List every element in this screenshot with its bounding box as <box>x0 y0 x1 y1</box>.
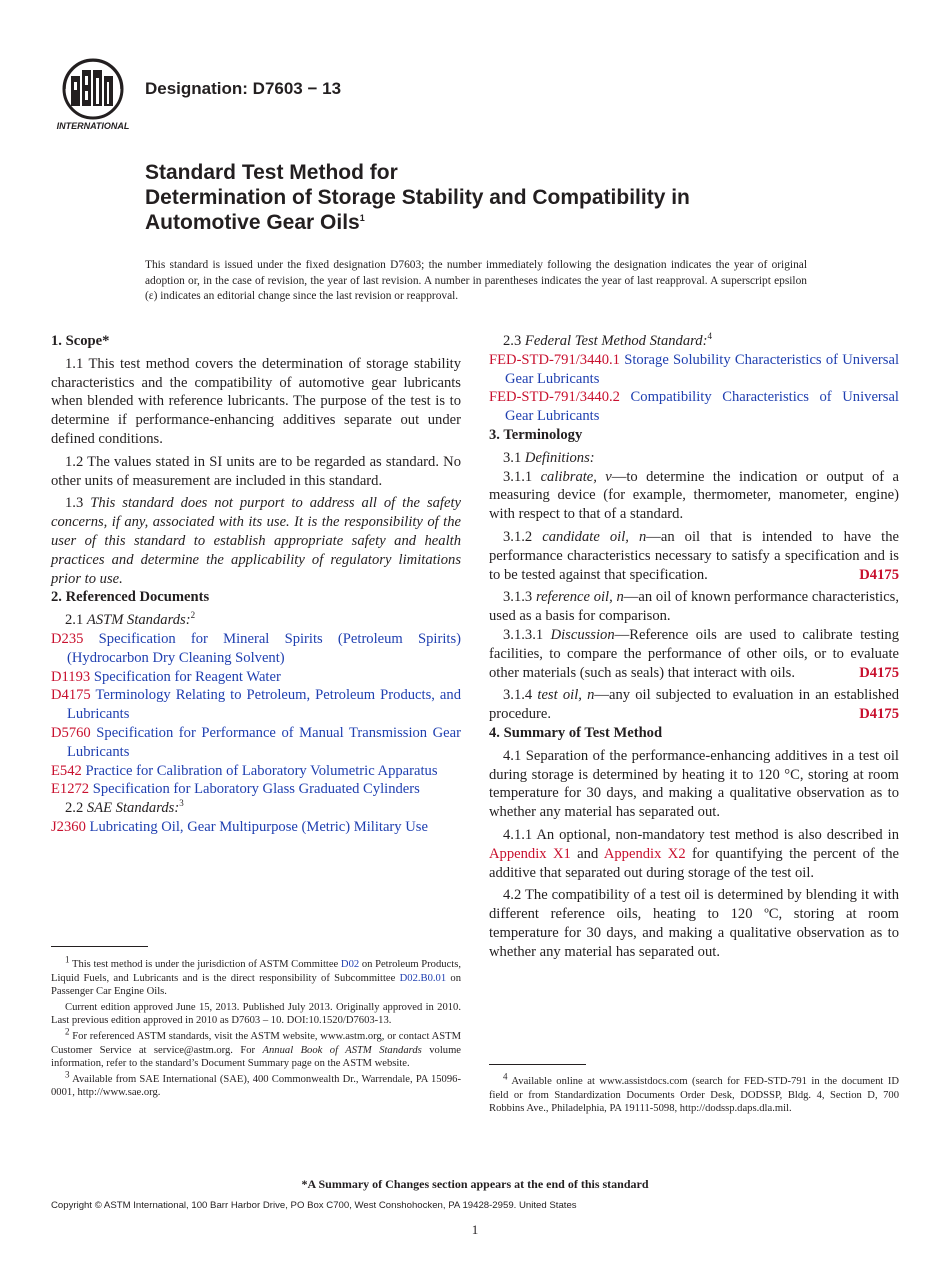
paragraph-text: 4.1.1 An optional, non-mandatory test method is also described in <box>503 826 899 843</box>
appendix-x2-link[interactable]: Appendix X2 <box>603 845 686 862</box>
paragraph-4-1-1 <box>489 826 899 882</box>
definition-discussion <box>489 626 899 682</box>
reference-item <box>51 780 461 799</box>
source-reference[interactable]: D4175 <box>859 566 899 583</box>
paragraph-4-2: 4.2 The compatibility of a test oil is determined by blending it with different reference oils, heating to 120 ºC, storing at room temperature for 30 days, and making a qualitative observation as to whether any material has separated out. <box>489 887 899 960</box>
footnote-mark: 4 <box>707 331 712 342</box>
footnote-text: on Passenger Car Engine Oils. <box>51 972 461 998</box>
reference-title-link[interactable]: Compatibility Characteristics of Universal Gear Lubricants <box>505 389 899 425</box>
subsection-number: 3.1 <box>503 449 522 466</box>
reference-title-link[interactable]: Specification for Mineral Spirits (Petroleum Spirits) (Hydrocarbon Dry Cleaning Solvent) <box>67 630 461 666</box>
reference-item <box>51 724 461 762</box>
footnote-divider-right <box>489 1064 586 1065</box>
safety-statement: This standard does not purport to address all of the safety concerns, if any, associated with its use. It is the responsibility of the user of this standard to establish appropriate safety and health practices and determine the applicability of regulatory limitations prior to use. <box>51 495 461 587</box>
subsection-label: SAE Standards: <box>86 800 180 817</box>
definition-term: Discussion <box>550 626 615 643</box>
reference-code-link[interactable]: FED-STD-791/3440.1 <box>489 351 620 368</box>
subsection-number: 2.1 <box>65 612 84 629</box>
definition-number: 3.1.2 <box>503 528 533 545</box>
reference-title-link[interactable]: Specification for Performance of Manual Transmission Gear Lubricants <box>67 724 461 760</box>
footnote-4: $^4$ Available online at www.assistdocs.com (search for FED-STD-791 in the document ID field or from Standardization Documents Order Desk, DODSSP, Bldg. 4, Section D, 700 Robbins Ave., Philadelphia, PA 19111-5098, http://dodssp.daps.dla.mil. <box>489 1071 899 1115</box>
section-heading-referenced: 2. Referenced Documents <box>51 589 210 606</box>
definition-term: reference oil, n <box>535 589 624 606</box>
paragraph-text: for quantifying the percent of the additive that separated out during storage of the test oil. <box>489 845 899 881</box>
footnotes-left <box>51 954 462 1100</box>
reference-title-link[interactable]: Practice for Calibration of Laboratory Volumetric Apparatus <box>85 762 438 779</box>
definition-calibrate <box>489 468 899 524</box>
section-heading-terminology: 3. Terminology <box>489 426 583 443</box>
footnotes-right <box>489 1071 899 1116</box>
paragraph-1-1: 1.1 This test method covers the determination of storage stability characteristics and the compatibility of automotive gear lubricants when blended with reference lubricants. The purpose of the test is to determine if performance-enhancing additives separate out under defined conditions. <box>51 355 461 447</box>
reference-item <box>489 388 899 426</box>
footnote-2: $^2$ For referenced ASTM standards, visit the ASTM website, www.astm.org, or contact ASTM Customer Service at service@astm.org. For Annual Book of ASTM Standards volume information, refer to the standard’s Document Summary page on the ASTM website. <box>51 1026 462 1070</box>
sae-reference-list <box>51 818 461 837</box>
reference-code-link[interactable]: E542 <box>51 762 82 779</box>
subsection-label: Definitions: <box>524 449 595 466</box>
footnote-1-edition: Current edition approved June 15, 2013. Published July 2013. Originally approved in 2010. Last previous edition approved in 2010 as D7603 – 10. DOI:10.1520/D7603-13. <box>51 1001 461 1027</box>
definition-number: 3.1.3 <box>503 589 533 606</box>
section-heading-scope: 1. Scope* <box>51 333 110 349</box>
title-line-1: Standard Test Method for <box>145 161 398 184</box>
footnote-italic: Annual Book of ASTM Standards <box>262 1044 422 1056</box>
sae-standards-label <box>51 799 461 818</box>
definition-text: —to determine the indication or output of a measuring device (for example, thermometer, manometer, engine) with respect to that of a standard. <box>489 468 900 523</box>
reference-item <box>51 762 461 781</box>
source-reference[interactable]: D4175 <box>859 706 899 723</box>
reference-title-link[interactable]: Terminology Relating to Petroleum, Petroleum Products, and Lubricants <box>67 687 461 723</box>
subsection-number: 2.2 <box>65 800 84 817</box>
definition-candidate-oil <box>489 528 899 584</box>
section-heading-summary: 4. Summary of Test Method <box>489 724 663 741</box>
footnote-text: This test method is under the jurisdiction of ASTM Committee <box>71 959 339 970</box>
reference-item <box>51 818 461 837</box>
footnote-3: $^3$ Available from SAE International (SAE), 400 Commonwealth Dr., Warrendale, PA 15096-0001, http://www.sae.org. <box>51 1069 461 1099</box>
reference-title-link[interactable]: Lubricating Oil, Gear Multipurpose (Metric) Military Use <box>89 818 428 835</box>
footnote-mark: 2 <box>190 610 196 621</box>
footnote-text: Available online at www.assistdocs.com (search for FED-STD-791 in the document ID field or from Standardization Documents Order Desk, DODSSP, Bldg. 4, Section D, 700 Robbins Ave., Philadelphia, PA 19111-5098, http://dodssp.daps.dla.mil. <box>489 1076 899 1115</box>
footnote-text: Available from SAE International (SAE), 400 Commonwealth Dr., Warrendale, PA 15096-0001, http://www.sae.org. <box>51 1073 461 1099</box>
subsection-number: 2.3 <box>503 333 522 349</box>
reference-code-link[interactable]: D1193 <box>51 668 91 685</box>
paragraph-1-3 <box>51 494 461 588</box>
title-line-3: Automotive Gear Oils <box>145 211 360 234</box>
reference-code-link[interactable]: J2360 <box>51 818 86 835</box>
footnote-text: volume information, refer to the standard’s Document Summary page on the ASTM website. <box>51 1044 462 1070</box>
definitions-label <box>489 449 899 468</box>
left-column <box>51 332 461 837</box>
reference-code-link[interactable]: D235 <box>51 630 84 647</box>
footnote-text: For referenced ASTM standards, visit the ASTM website, www.astm.org, or contact ASTM Customer Service at service@astm.org. For <box>51 1030 461 1056</box>
subsection-label: ASTM Standards: <box>86 612 191 629</box>
definition-text: —an oil that is intended to have the performance characteristics necessary to satisfy a specification and is to be tested against that specification. <box>489 528 899 583</box>
federal-standard-label <box>489 332 899 351</box>
issued-note: This standard is issued under the fixed designation D7603; the number immediately following the designation indicates the year of original adoption or, in the case of revision, the year of last revision. A number in parentheses indicates the year of last reapproval. A superscript epsilon (ε) indicates an editorial change since the last revision or reapproval. <box>145 259 807 302</box>
definition-test-oil <box>489 686 899 724</box>
source-reference[interactable]: D4175 <box>859 664 899 681</box>
right-column <box>489 332 899 962</box>
title-footnote-mark: 1 <box>359 213 365 223</box>
definition-number: 3.1.1 <box>503 468 533 485</box>
definition-term: candidate oil, n <box>542 528 647 545</box>
astm-logo-icon <box>51 56 135 134</box>
footnote-1: $^1$ This test method is under the jurisdiction of ASTM Committee D02 on Petroleum Products, Liquid Fuels, and Lubricants and is the direct responsibility of Subcommittee D02.B0.01 on Passenger Car Engine Oils. <box>51 954 461 998</box>
footnote-mark: 3 <box>179 798 184 809</box>
paragraph-text: and <box>577 845 599 862</box>
footnote-text: on Petroleum Products, Liquid Fuels, and Lubricants and is the direct responsibility of Subcommittee <box>51 959 461 984</box>
astm-standards-label <box>51 611 461 630</box>
copyright-line: Copyright © ASTM International, 100 Barr Harbor Drive, PO Box C700, West Conshohocken, PA 19428-2959. United States <box>51 1200 577 1211</box>
svg-text:INTERNATIONAL: INTERNATIONAL <box>56 121 130 131</box>
summary-of-changes-note: *A Summary of Changes section appears at the end of this standard <box>301 1177 649 1191</box>
federal-reference-list <box>489 351 899 426</box>
reference-code-link[interactable]: FED-STD-791/3440.2 <box>489 389 620 406</box>
subcommittee-link[interactable]: D02.B0.01 <box>399 972 447 984</box>
reference-title-link[interactable]: Specification for Reagent Water <box>93 668 281 685</box>
reference-title-link[interactable]: Storage Solubility Characteristics of Universal Gear Lubricants <box>505 351 900 387</box>
definition-term: calibrate, v <box>540 468 612 485</box>
definition-number: 3.1.3.1 <box>503 626 544 643</box>
reference-item <box>51 686 461 724</box>
footnote-divider-left <box>51 946 148 947</box>
definition-text: —any oil subjected to evaluation in an established procedure. <box>489 687 900 723</box>
reference-code-link[interactable]: E1272 <box>51 781 90 798</box>
astm-logo <box>51 56 135 134</box>
reference-item <box>51 630 461 668</box>
reference-item <box>51 668 461 687</box>
title-line-2: Determination of Storage Stability and Compatibility in <box>145 186 690 209</box>
reference-code-link[interactable]: D4175 <box>51 687 91 704</box>
definition-text: —Reference oils are used to calibrate testing facilities, to compare the performance of other oils, or to evaluate other materials (such as seals) that interact with oils. <box>489 626 899 681</box>
paragraph-number: 1.3 <box>65 495 84 512</box>
definition-text: —an oil of known performance characteristics, used as a basis for comparison. <box>489 589 899 625</box>
paragraph-1-2: 1.2 The values stated in SI units are to be regarded as standard. No other units of measurement are included in this standard. <box>51 453 461 489</box>
document-title <box>145 160 690 235</box>
reference-title-link[interactable]: Specification for Laboratory Glass Graduated Cylinders <box>92 781 420 798</box>
reference-item <box>489 351 899 389</box>
subsection-label: Federal Test Method Standard: <box>524 333 708 349</box>
astm-reference-list <box>51 630 461 799</box>
definition-term: test oil, n <box>537 687 595 704</box>
page-number: 1 <box>471 1222 479 1237</box>
designation: Designation: D7603 − 13 <box>145 79 342 98</box>
definition-reference-oil <box>489 588 899 626</box>
definition-number: 3.1.4 <box>503 687 533 704</box>
paragraph-4-1: 4.1 Separation of the performance-enhancing additives in a test oil during storage is determined by heating it to 120 °C, storing at room temperature for 30 days, and making a qualitative observation as to whether any material has separated out. <box>489 747 899 821</box>
committee-link[interactable]: D02 <box>340 959 360 970</box>
appendix-x1-link[interactable]: Appendix X1 <box>489 845 571 862</box>
reference-code-link[interactable]: D5760 <box>51 724 91 741</box>
